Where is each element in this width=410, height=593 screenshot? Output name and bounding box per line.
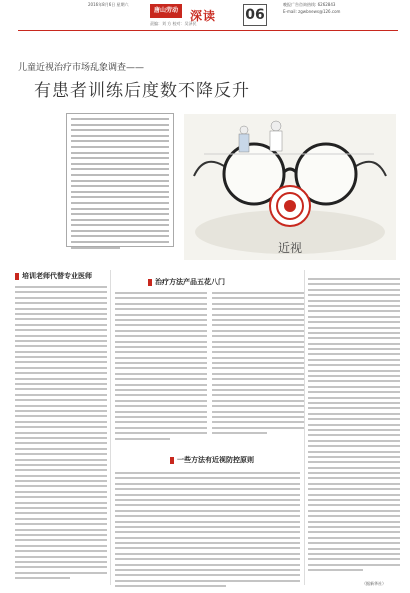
subhead-prevention-principles	[170, 455, 254, 465]
paper-logo: 唐山劳动	[150, 4, 182, 18]
body-column-bottom	[115, 472, 300, 591]
article-byline: （据新华社）	[362, 581, 386, 586]
lead-text-lines	[71, 118, 169, 249]
contact-email: E-mail: zgwbnews@126.com	[283, 9, 341, 14]
body-column-1	[15, 286, 107, 582]
editor-credits: 责编：刘 方 校对：吴泽民	[150, 21, 197, 26]
subhead-left-text: 培训老师代替专业医师	[22, 272, 92, 280]
article-headline: 有患者训练后度数不降反升	[34, 81, 250, 101]
illustration-photo	[184, 114, 396, 260]
body-column-3	[212, 292, 304, 438]
subhead-training-teachers	[15, 271, 92, 281]
section-title: 深读	[190, 9, 217, 23]
subhead-marker	[148, 279, 152, 286]
glasses-with-target-illustration	[184, 114, 396, 260]
issue-date: 2016年8月6日 星期六	[88, 2, 129, 7]
lead-paragraph-box	[66, 113, 174, 247]
masthead	[0, 0, 410, 40]
subhead-marker	[15, 273, 19, 280]
article-kicker: 儿童近视治疗市场乱象调查——	[18, 63, 145, 73]
page-number: 06	[243, 4, 267, 26]
masthead-rule	[18, 30, 398, 31]
column-divider	[304, 270, 305, 585]
subhead-treatment-methods	[148, 277, 225, 287]
subhead-bottom-text: 一些方法有近视防控原则	[177, 456, 254, 464]
body-column-2	[115, 292, 207, 443]
subhead-middle-text: 治疗方法产品五花八门	[155, 278, 225, 286]
ad-hotline: 晚报广告咨询热线: 6262843	[283, 2, 336, 7]
svg-text:近视: 近视	[277, 241, 303, 255]
body-column-4	[308, 278, 400, 574]
subhead-marker	[170, 457, 174, 464]
column-divider	[110, 270, 111, 585]
